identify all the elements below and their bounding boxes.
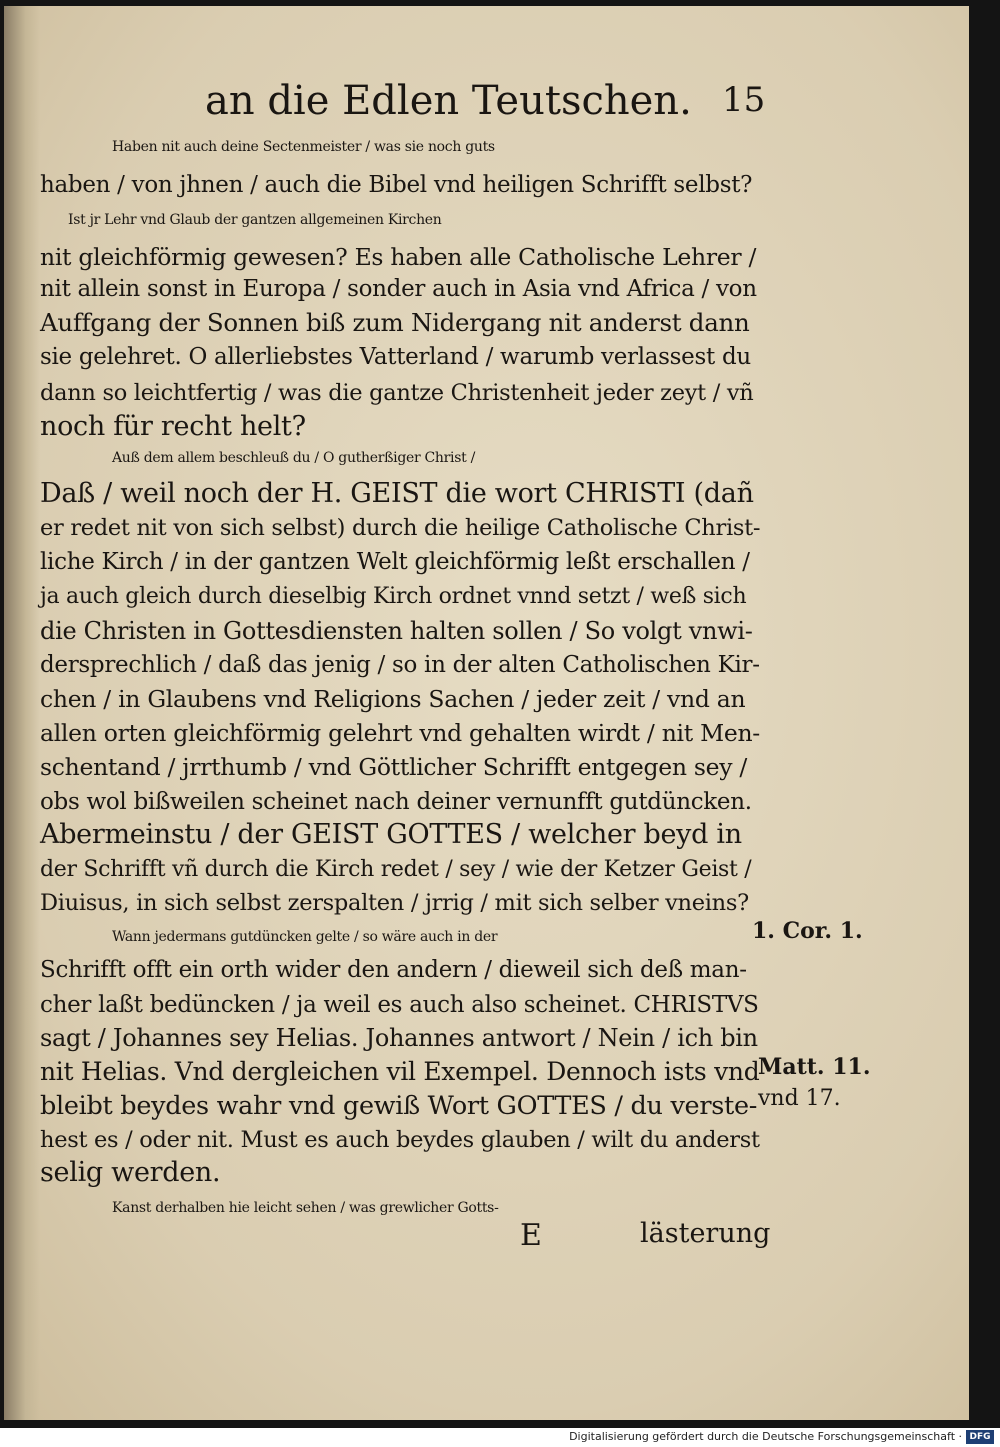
text-line: liche Kirch / in der gantzen Welt gleichförmig leßt erschallen / [40,549,750,575]
text-line: der Schrifft vñ durch die Kirch redet / sey / wie der Ketzer Geist / [40,857,752,882]
text-line: hest es / oder nit. Must es auch beydes glauben / wilt du anderst [40,1127,760,1153]
marginal-note-matt: Matt. 11. [758,1054,871,1080]
text-line: die Christen in Gottesdiensten halten sollen / So volgt vnwi- [40,617,753,645]
dfg-logo-icon: DFG [966,1430,994,1444]
gutter-shadow [4,6,40,1420]
text-line: Abermeinstu / der GEIST GOTTES / welcher beyd in [40,819,742,850]
text-line: noch für recht helt? [40,411,306,442]
text-line: Wann jedermans gutdüncken gelte / so wäre auch in der [112,929,498,945]
text-line: er redet nit von sich selbst) durch die heilige Catholische Christ- [40,515,761,541]
text-line: selig werden. [40,1157,221,1188]
text-line: nit Helias. Vnd dergleichen vil Exempel. Dennoch ists vnd [40,1057,760,1086]
text-line: bleibt beydes wahr vnd gewiß Wort GOTTES / du verste- [40,1091,758,1121]
marginal-note-matt-cont: vnd 17. [758,1086,841,1111]
text-line: Auffgang der Sonnen biß zum Nidergang nit anderst dann [40,308,750,337]
text-line: obs wol bißweilen scheinet nach deiner vernunfft gutdüncken. [40,789,752,815]
text-line: cher laßt bedüncken / ja weil es auch also scheinet. CHRISTVS [40,992,759,1018]
text-line: Schrifft offt ein orth wider den andern / dieweil sich deß man- [40,957,747,983]
text-line: Ist jr Lehr vnd Glaub der gantzen allgemeinen Kirchen [68,212,442,228]
running-header: an die Edlen Teutschen. [205,78,692,124]
text-line: sie gelehret. O allerliebstes Vatterland / warumb verlassest du [40,344,751,370]
text-line: haben / von jhnen / auch die Bibel vnd heiligen Schrifft selbst? [40,172,753,198]
text-line: sagt / Johannes sey Helias. Johannes antwort / Nein / ich bin [40,1024,758,1052]
text-line: Haben nit auch deine Sectenmeister / was sie noch guts [112,139,495,155]
text-line: Daß / weil noch der H. GEIST die wort CHRISTI (dañ [40,478,754,509]
text-line: ja auch gleich durch dieselbig Kirch ordnet vnnd setzt / weß sich [40,584,747,609]
signature-mark: E [520,1218,542,1253]
text-line: dersprechlich / daß das jenig / so in der alten Catholischen Kir- [40,652,760,678]
marginal-note-cor: 1. Cor. 1. [752,918,863,944]
text-line: schentand / jrrthumb / vnd Göttlicher Schrifft entgegen sey / [40,753,747,781]
footer-bar [0,1428,1000,1447]
text-line: Kanst derhalben hie leicht sehen / was grewlicher Gotts- [112,1200,499,1216]
catchword: lästerung [640,1218,771,1249]
text-line: allen orten gleichförmig gelehrt vnd gehalten wirdt / nit Men- [40,719,760,747]
text-line: dann so leichtfertig / was die gantze Christenheit jeder zeyt / vñ [40,380,754,406]
text-line: nit gleichförmig gewesen? Es haben alle Catholische Lehrer / [40,243,757,271]
text-line: Auß dem allem beschleuß du / O gutherßiger Christ / [112,450,476,466]
page-number: 15 [722,80,766,120]
text-line: Diuisus, in sich selbst zerspalten / jrrig / mit sich selber vneins? [40,890,749,916]
text-line: nit allein sonst in Europa / sonder auch in Asia vnd Africa / von [40,276,757,302]
text-line: chen / in Glaubens vnd Religions Sachen / jeder zeit / vnd an [40,685,746,713]
footer-credit: Digitalisierung gefördert durch die Deutsche Forschungsgemeinschaft · [569,1430,962,1443]
